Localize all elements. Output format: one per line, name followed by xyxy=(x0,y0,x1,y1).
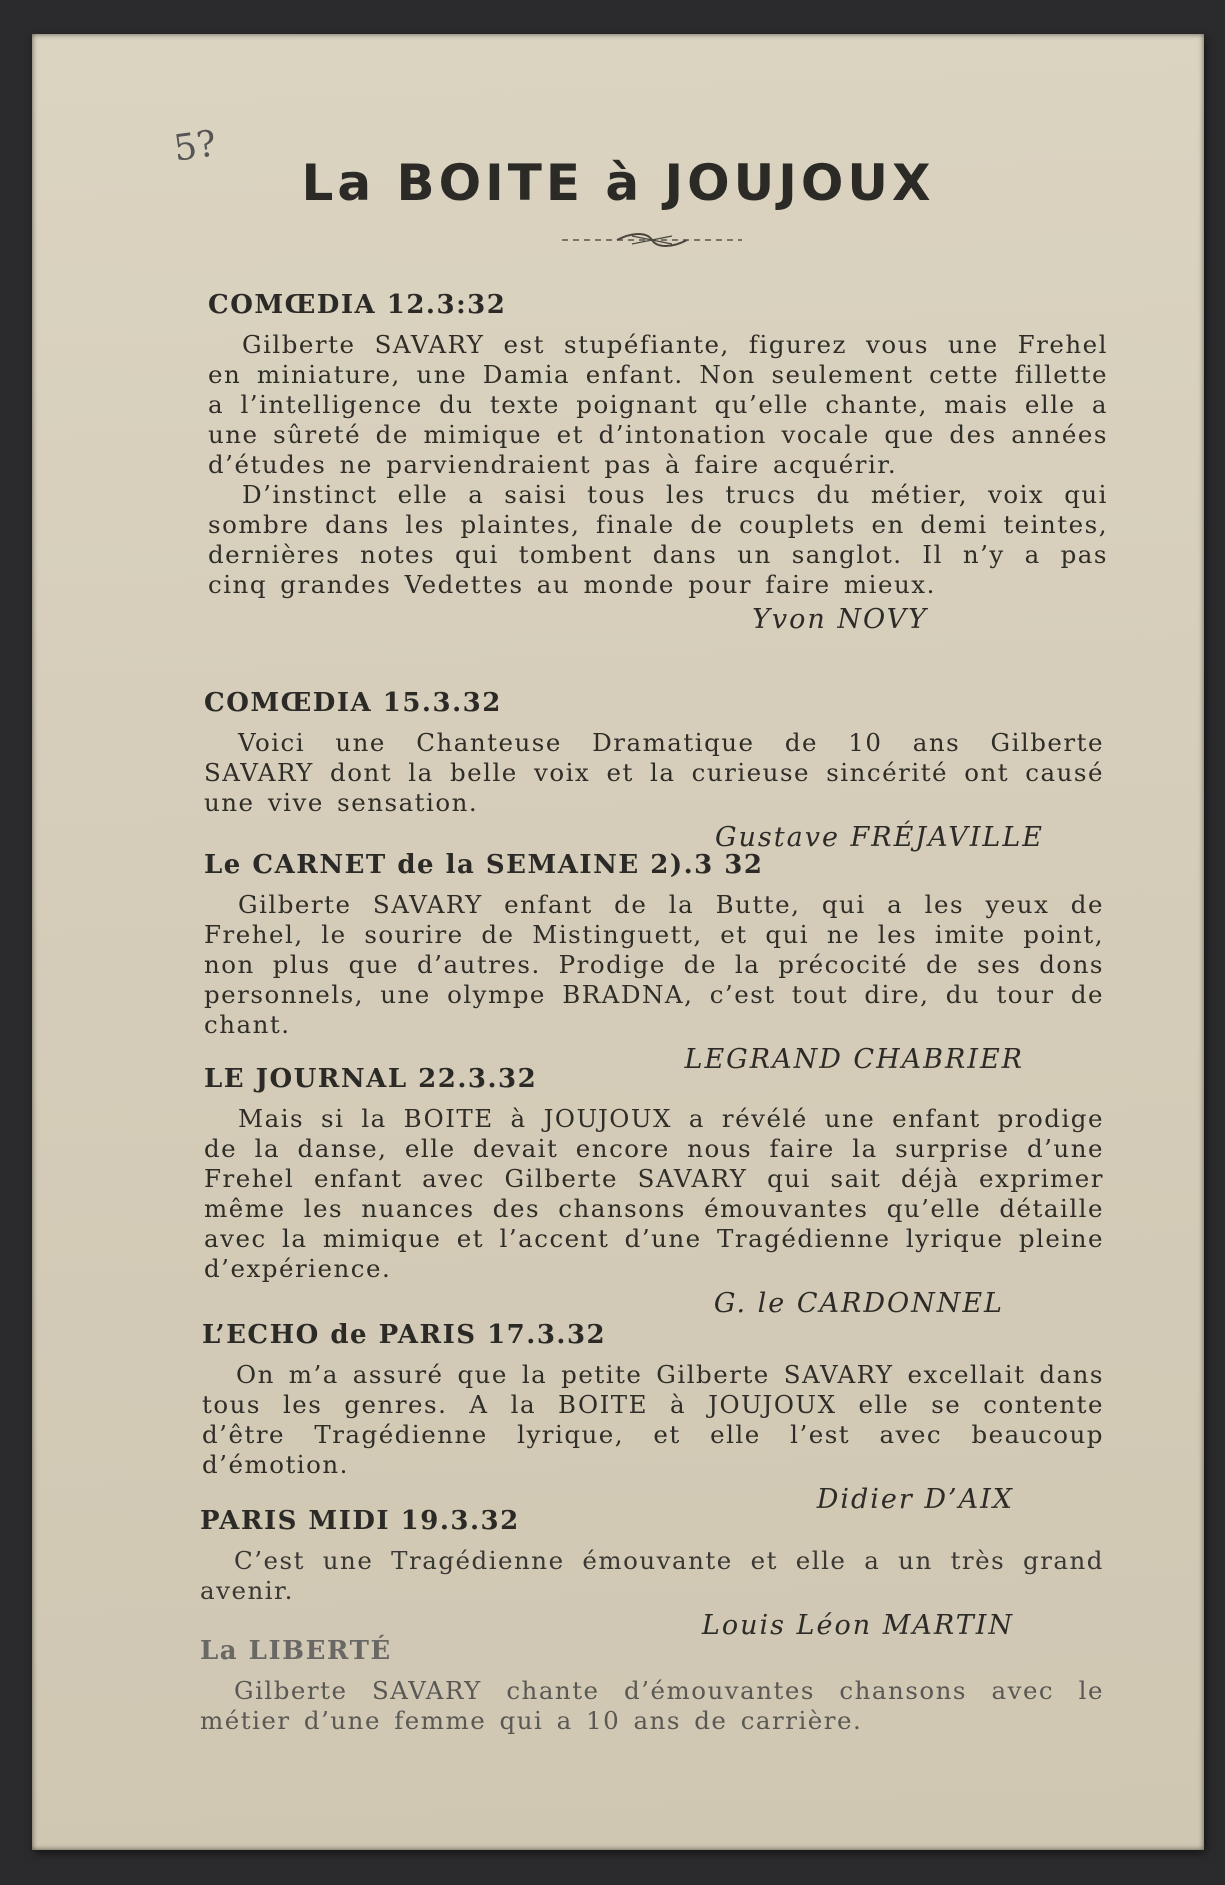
review-author: Gustave FRÉJAVILLE xyxy=(714,822,1044,853)
review-paragraph: Gilberte SAVARY est stupéfiante, figurez vous une Frehel en miniature, une Damia enfant. Non seulement cette fillette a l’intelligence du texte poignant qu’elle chante, mais elle a une sûreté de mimique et d’intonation vocale que des années d’études ne parviendraient pas à faire acquérir. xyxy=(208,330,1108,479)
ornament-divider-icon xyxy=(562,228,742,252)
review-paragraph: Mais si la BOITE à JOUJOUX a révélé une enfant prodige de la danse, elle devait encore nous faire la surprise d’une Frehel enfant avec Gilberte SAVARY qui sait déjà exprimer même les nuances des chansons émouvantes qu’elle détaille avec la mimique et l’accent d’une Tragédienne lyrique pleine d’expérience. xyxy=(204,1104,1104,1283)
review-author: Didier D’AIX xyxy=(816,1484,1014,1515)
section-heading: La LIBERTÉ xyxy=(200,1636,392,1666)
margin-note: 5? xyxy=(171,123,219,170)
section-heading: PARIS MIDI 19.3.32 xyxy=(200,1506,520,1536)
review-author: Yvon NOVY xyxy=(752,604,928,635)
document-card xyxy=(32,34,1204,1850)
review-author: Louis Léon MARTIN xyxy=(701,1610,1014,1641)
review-paragraph: D’instinct elle a saisi tous les trucs du métier, voix qui sombre dans les plaintes, finale de couplets en demi teintes, dernières notes qui tombent dans un sanglot. Il n’y a pas cinq grandes Vedettes au monde pour faire mieux. xyxy=(208,480,1108,599)
review-section xyxy=(200,1506,1104,1649)
review-section xyxy=(204,850,1104,1083)
review-section xyxy=(204,1064,1104,1327)
section-heading: COMŒDIA 12.3:32 xyxy=(208,290,507,320)
section-heading: LE JOURNAL 22.3.32 xyxy=(204,1064,538,1094)
review-section xyxy=(200,1636,1104,1736)
page-title: La BOITE à JOUJOUX xyxy=(301,154,935,212)
review-author: LEGRAND CHABRIER xyxy=(684,1044,1024,1075)
review-section xyxy=(204,688,1104,861)
section-heading: COMŒDIA 15.3.32 xyxy=(204,688,502,718)
section-heading: Le CARNET de la SEMAINE 2).3 32 xyxy=(204,850,764,880)
section-heading: L’ECHO de PARIS 17.3.32 xyxy=(202,1320,607,1350)
review-paragraph: Gilberte SAVARY enfant de la Butte, qui a les yeux de Frehel, le sourire de Mistinguett, et qui ne les imite point, non plus que d’autres. Prodige de la précocité de ses dons personnels, une olympe BRADNA, c’est tout dire, du tour de chant. xyxy=(204,890,1104,1039)
review-paragraph: C’est une Tragédienne émouvante et elle a un très grand avenir. xyxy=(200,1546,1104,1605)
review-author: G. le CARDONNEL xyxy=(713,1288,1004,1319)
review-paragraph: On m’a assuré que la petite Gilberte SAVARY excellait dans tous les genres. A la BOITE à JOUJOUX elle se contente d’être Tragédienne lyrique, et elle l’est avec beaucoup d’émotion. xyxy=(202,1360,1104,1479)
review-section xyxy=(208,290,1108,643)
review-paragraph: Voici une Chanteuse Dramatique de 10 ans Gilberte SAVARY dont la belle voix et la curieuse sincérité ont causé une vive sensation. xyxy=(204,728,1104,817)
review-paragraph: Gilberte SAVARY chante d’émouvantes chansons avec le métier d’une femme qui a 10 ans de carrière. xyxy=(200,1676,1104,1735)
review-section xyxy=(202,1320,1104,1523)
